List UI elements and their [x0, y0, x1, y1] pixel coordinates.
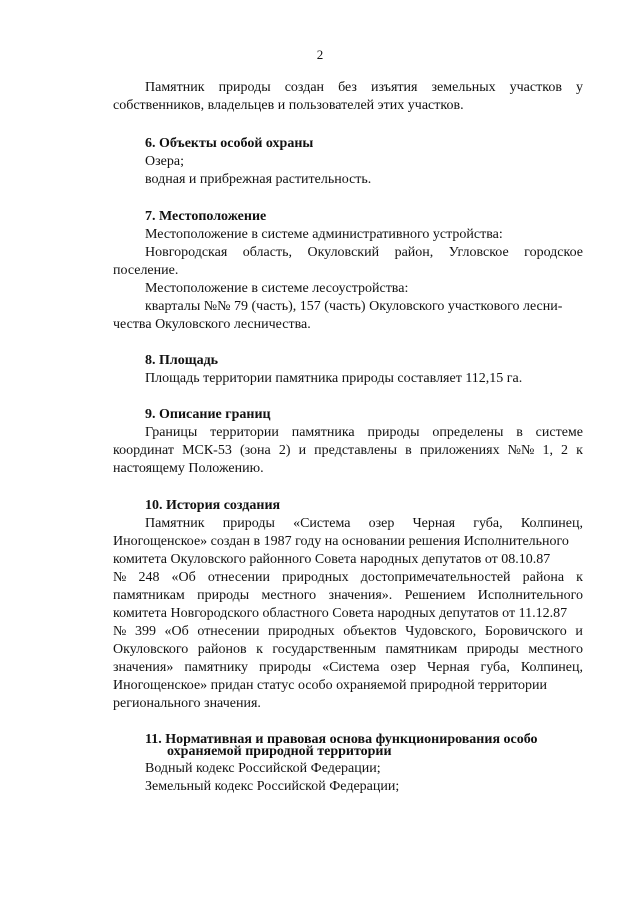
- section-heading: 9. Описание границ: [145, 407, 271, 422]
- word: Боровичского: [484, 624, 567, 639]
- word: участков: [509, 80, 562, 95]
- word: Новгородская: [145, 245, 228, 260]
- paragraph-line: [113, 641, 583, 659]
- word: Решением: [404, 588, 466, 603]
- word: представлены: [314, 443, 398, 458]
- section-heading: 10. История создания: [145, 498, 281, 513]
- word: у: [575, 80, 583, 95]
- paragraph-line: Иногощенское» придан статус особо охраняемой природной территории: [113, 678, 547, 693]
- word: 1,: [542, 443, 553, 458]
- paragraph-line: кварталы №№ 79 (часть), 157 (часть) Окуловского участкового лесни-: [145, 299, 563, 314]
- word: Колпинец,: [520, 660, 583, 675]
- word: 399: [134, 624, 156, 639]
- paragraph-line: комитета Новгородского областного Совета народных депутатов от 11.12.87: [113, 606, 568, 621]
- word: значения»: [113, 660, 174, 675]
- word: Окуловского: [113, 642, 189, 657]
- word: района: [522, 570, 565, 585]
- word: природы: [222, 516, 275, 531]
- word: МСК-53: [182, 443, 232, 458]
- word: и: [298, 443, 307, 458]
- paragraph-line: [113, 623, 583, 641]
- section-heading: 7. Местоположение: [145, 209, 267, 224]
- page-number: 2: [316, 47, 324, 62]
- paragraph-line: комитета Окуловского районного Совета народных депутатов от 08.10.87: [113, 552, 551, 567]
- paragraph-line: [113, 659, 583, 677]
- paragraph-line: поселение.: [113, 263, 179, 278]
- list-item: Водный кодекс Российской Федерации;: [145, 761, 381, 776]
- word: значения».: [328, 588, 393, 603]
- word: район,: [394, 245, 434, 260]
- word: памятника: [291, 425, 355, 440]
- word: озер: [390, 660, 417, 675]
- word: без: [338, 80, 357, 95]
- word: земельных: [431, 80, 496, 95]
- paragraph-line: собственников, владельцев и пользователей этих участков.: [113, 98, 464, 113]
- paragraph-line: [145, 424, 583, 442]
- word: объектов: [343, 624, 397, 639]
- word: определены: [432, 425, 504, 440]
- word: «Система: [322, 660, 380, 675]
- word: Исполнительного: [477, 588, 583, 603]
- word: достопримечательностей: [360, 570, 511, 585]
- word: и: [575, 624, 583, 639]
- word: губа,: [473, 516, 503, 531]
- paragraph-line: настоящему Положению.: [113, 461, 264, 476]
- paragraph-line: чества Окуловского лесничества.: [113, 317, 311, 332]
- word: природы: [258, 660, 312, 675]
- word: отнесении: [207, 570, 270, 585]
- paragraph-line: Местоположение в системе лесоустройства:: [145, 281, 409, 296]
- heading-line: 11. Нормативная и правовая основа функционирования особо: [145, 732, 538, 747]
- paragraph-line: Иногощенское» создан в 1987 году на основании решения Исполнительного: [113, 534, 569, 549]
- word: Памятник: [145, 80, 205, 95]
- word: к: [576, 443, 583, 458]
- word: районов: [197, 642, 247, 657]
- word: местного: [528, 642, 583, 657]
- word: в: [516, 425, 523, 440]
- section-heading: 8. Площадь: [145, 353, 219, 368]
- word: «Об: [164, 624, 189, 639]
- word: природы: [466, 642, 519, 657]
- word: городское: [524, 245, 583, 260]
- word: природных: [282, 570, 349, 585]
- word: к: [576, 570, 583, 585]
- paragraph-line: [145, 244, 583, 262]
- word: Памятник: [145, 516, 205, 531]
- word: Окуловский: [307, 245, 380, 260]
- word: озер: [368, 516, 395, 531]
- list-item: водная и прибрежная растительность.: [145, 172, 372, 187]
- paragraph-line: Площадь территории памятника природы составляет 112,15 га.: [145, 371, 523, 386]
- word: Черная: [412, 516, 456, 531]
- paragraph-line: [113, 442, 583, 460]
- word: №: [113, 624, 127, 639]
- word: Чудовского,: [405, 624, 477, 639]
- word: координат: [113, 443, 174, 458]
- word: губа,: [480, 660, 510, 675]
- word: №: [113, 570, 127, 585]
- word: памятнику: [184, 660, 249, 675]
- heading-line: охраняемой природной территории: [167, 744, 392, 759]
- section-heading: 6. Объекты особой охраны: [145, 136, 314, 151]
- paragraph-line: Местоположение в системе административного устройства:: [145, 227, 503, 242]
- paragraph-line: [113, 587, 583, 605]
- word: 248: [138, 570, 160, 585]
- word: №№: [507, 443, 535, 458]
- list-item: Озера;: [145, 154, 184, 169]
- word: природы: [218, 80, 271, 95]
- word: территории: [210, 425, 279, 440]
- paragraph-line: [113, 569, 583, 587]
- word: приложениях: [419, 443, 500, 458]
- word: Черная: [427, 660, 470, 675]
- word: местного: [261, 588, 317, 603]
- word: системе: [535, 425, 583, 440]
- word: природы: [367, 425, 420, 440]
- word: изъятия: [370, 80, 418, 95]
- word: отнесении: [197, 624, 260, 639]
- word: «Система: [293, 516, 351, 531]
- word: памятникам: [385, 642, 458, 657]
- word: 2: [561, 443, 569, 458]
- list-item: Земельный кодекс Российской Федерации;: [145, 779, 400, 794]
- word: природы: [197, 588, 250, 603]
- paragraph-line: регионального значения.: [113, 696, 261, 711]
- word: область,: [242, 245, 292, 260]
- word: Колпинец,: [520, 516, 583, 531]
- paragraph-line: [145, 79, 583, 97]
- word: Угловское: [448, 245, 509, 260]
- word: Границы: [145, 425, 198, 440]
- word: (зона: [239, 443, 271, 458]
- word: «Об: [171, 570, 196, 585]
- word: 2): [278, 443, 291, 458]
- word: природных: [268, 624, 335, 639]
- section-heading: [145, 734, 583, 758]
- word: создан: [284, 80, 325, 95]
- word: государственным: [272, 642, 376, 657]
- word: в: [405, 443, 412, 458]
- word: к: [256, 642, 263, 657]
- word: памятникам: [113, 588, 185, 603]
- paragraph-line: [145, 515, 583, 533]
